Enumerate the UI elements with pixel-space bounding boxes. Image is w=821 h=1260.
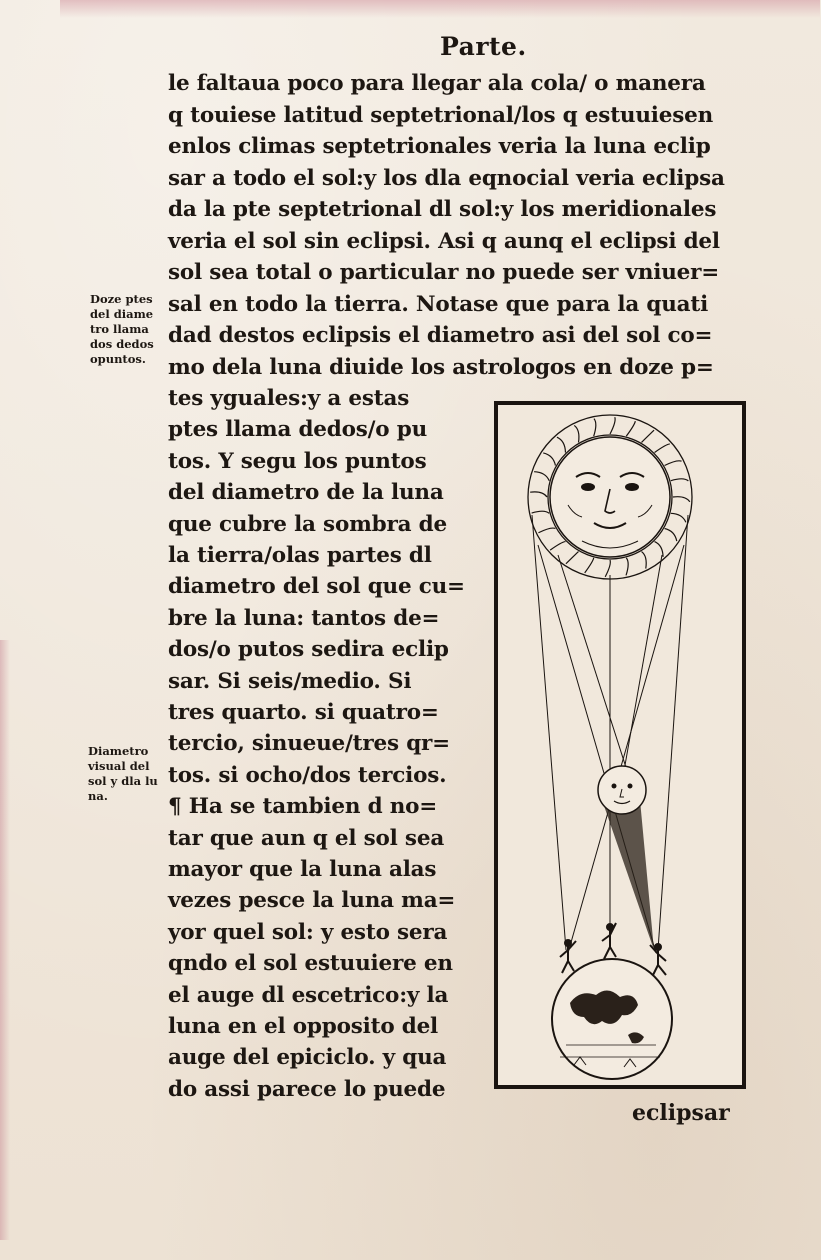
margin-note-line: tro llama — [90, 322, 149, 336]
sun-ray — [574, 425, 579, 442]
text-line: le faltaua poco para llegar ala cola/ o manera — [168, 71, 706, 96]
sun-ray — [671, 513, 686, 522]
text-line: mo dela luna diuide los astrologos en doze p= — [168, 354, 714, 380]
text-line: diametro del sol que cu= — [168, 574, 465, 600]
text-line: tar que aun q el sol sea — [168, 825, 445, 851]
text-line: ptes llama dedos/o pu — [168, 417, 427, 443]
margin-note-line: Diametro — [88, 744, 149, 758]
margin-note-line: del diame — [90, 307, 154, 321]
running-head: Parte. — [440, 32, 527, 61]
sun-ray — [605, 560, 610, 577]
sun-ray — [610, 417, 615, 434]
sun-ray — [673, 497, 690, 502]
illustration-caption: eclipsar — [632, 1100, 730, 1126]
text-line: mayor que la luna alas — [168, 857, 437, 882]
margin-note-line: Doze ptes — [90, 292, 153, 306]
margin-note-line: opuntos. — [90, 352, 146, 366]
moon-face-icon — [598, 766, 646, 814]
text-line: bre la luna: tantos de= — [168, 605, 440, 631]
text-line: tes yguales:y a estas — [168, 386, 410, 411]
text-line: tres quarto. si quatro= — [168, 700, 439, 725]
eclipse-rays — [532, 515, 688, 953]
sun-ray — [543, 453, 555, 466]
margin-note-line: dos dedos — [90, 337, 154, 351]
sun-ray — [532, 511, 550, 513]
text-line: qndo el sol estuuiere en — [168, 951, 453, 977]
sun-ray — [550, 542, 565, 551]
text-line: yor quel sol: y esto sera — [168, 919, 448, 945]
text-line: que cubre la sombra de — [168, 511, 447, 537]
text-line: enlos climas septetrionales veria la luna eclip — [168, 134, 711, 159]
text-line: ¶ Ha se tambien d no= — [168, 794, 438, 820]
sun-ray — [585, 558, 594, 573]
sun-ray — [594, 419, 596, 437]
text-line: el auge dl escetrico:y la — [168, 982, 449, 1008]
text-line: tos. Y segu los puntos — [168, 448, 427, 474]
margin-note-line: visual del — [88, 759, 150, 773]
text-line: q touiese latitud septetrional/los q estuuiesen — [168, 102, 714, 128]
earth-globe-icon — [552, 959, 672, 1079]
text-line: sar. Si seis/medio. Si — [168, 668, 412, 694]
sun-face-icon — [528, 415, 692, 579]
text-line: sal en todo la tierra. Notase que para la quati — [168, 291, 709, 317]
eclipse-diagram — [498, 405, 742, 1085]
eclipse-woodcut-illustration — [494, 401, 746, 1089]
text-line: da la pte septetrional dl sol:y los meridionales — [168, 197, 717, 222]
text-line: auge del epiciclo. y qua — [168, 1045, 447, 1071]
sun-ray — [557, 437, 566, 452]
sun-ray — [530, 492, 547, 497]
sun-ray — [626, 558, 628, 576]
text-line: dos/o putos sedira eclip — [168, 637, 449, 663]
margin-note-line: sol y dla lu — [88, 774, 158, 788]
sun-ray — [642, 552, 647, 569]
text-line: do assi parece lo puede — [168, 1076, 446, 1102]
text-line: tos. si ocho/dos tercios. — [168, 762, 447, 788]
sun-ray — [655, 542, 664, 557]
sun-ray — [538, 528, 555, 533]
text-line: sol sea total o particular no puede ser vniuer= — [168, 260, 720, 285]
sun-ray — [665, 461, 682, 466]
text-line: la tierra/olas partes dl — [168, 543, 432, 568]
text-line: sar a todo el sol:y los dla eqnocial veria eclipsa — [168, 165, 725, 191]
sun-ray — [642, 430, 655, 442]
sun-ray — [534, 472, 549, 481]
text-line: veria el sol sin eclipsi. Asi q aunq el eclipsi del — [168, 228, 720, 254]
sun-ray — [566, 552, 579, 564]
sun-ray — [655, 444, 670, 453]
page-stain — [60, 0, 820, 18]
page-stain-left — [0, 640, 10, 1240]
sun-ray — [626, 421, 635, 436]
text-line: luna en el opposito del — [168, 1014, 439, 1039]
text-line: dad destos eclipsis el diametro asi del sol co= — [168, 323, 713, 348]
text-line: del diametro de la luna — [168, 480, 444, 506]
text-line: vezes pesce la luna ma= — [168, 888, 456, 914]
sun-ray — [665, 529, 677, 542]
margin-note-line: na. — [88, 789, 108, 803]
sun-ray — [671, 479, 689, 481]
text-line: tercio, sinueue/tres qr= — [168, 731, 450, 757]
